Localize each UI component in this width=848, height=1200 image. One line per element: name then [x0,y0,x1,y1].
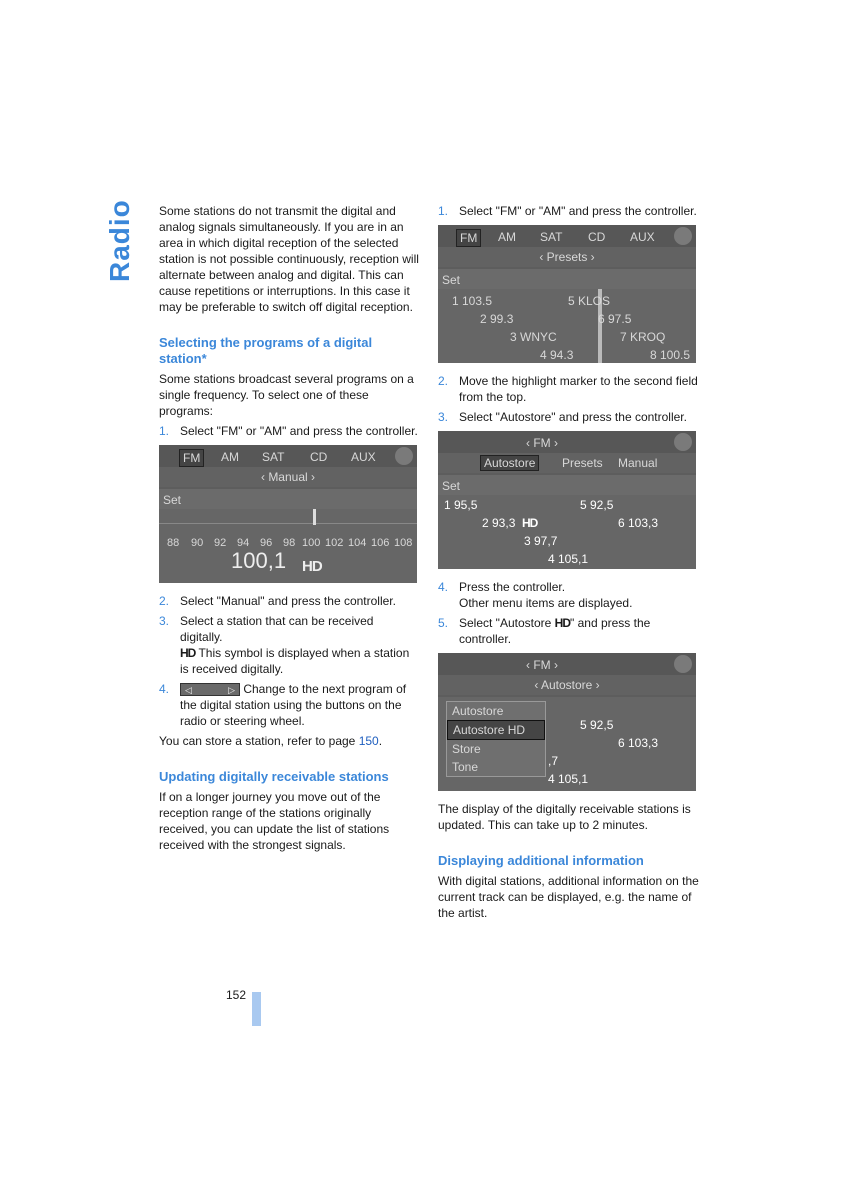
controller-icon [674,433,692,451]
step-note: This symbol is displayed when a station is received digitally. [180,646,410,676]
tab-am: AM [498,230,516,244]
page-marker [252,992,261,1026]
preset-station: 4 94.3 [540,348,574,362]
menu-item-autostore-hd: Autostore HD [447,720,545,740]
page-link[interactable]: 150 [358,734,379,748]
station-item: 6 103,3 [618,736,659,750]
left-step-2 [159,593,419,609]
step-number: 3. [438,410,449,424]
step-text: Select "FM" or "AM" and press the controller. [459,204,697,218]
tick-label: 106 [371,537,390,549]
left-step-4 [159,681,419,729]
screen-presets [438,225,696,363]
step-number: 4. [438,580,449,594]
left-step-1 [159,423,419,439]
programs-paragraph: Some stations broadcast several programs on a single frequency. To select one of these programs: [159,372,414,418]
tab-cd: CD [310,450,328,464]
heading-additional-info: Displaying additional information [438,853,644,868]
step-text: " and press the controller. [459,616,651,646]
screen-autostore-menu [438,653,696,791]
step-text: Select a station that can be received digitally. [180,614,374,644]
step-number: 2. [159,594,170,608]
station-item: 5 92,5 [580,718,614,732]
tuning-marker [313,509,316,525]
tick-label: 98 [283,537,296,549]
left-column [159,203,419,857]
set-label: Set [442,479,461,493]
station-item: ,7 [548,754,559,768]
tab-aux: AUX [351,450,376,464]
step-text: Select "Manual" and press the controller. [180,594,396,608]
mode-row: ‹ Autostore › [438,675,696,695]
right-column [438,203,700,925]
station-item: 2 93,3 [482,516,516,530]
heading-selecting-programs: Selecting the programs of a digital station* [159,335,373,366]
tick-label: 108 [394,537,413,549]
preset-station: 2 99.3 [480,312,514,326]
set-label: Set [163,493,182,507]
top-row [438,653,696,675]
station-item: 4 105,1 [548,772,589,786]
additional-info-paragraph: With digital stations, additional information on the current track can be displayed, e.g. the name of the artist. [438,874,699,920]
tick-label: 90 [191,537,204,549]
store-reference [159,733,419,749]
section-title: Radio [104,199,135,282]
page-number: 152 [226,988,247,1002]
menu-item-tone: Tone [452,760,479,774]
menu-item-autostore: Autostore [452,704,504,718]
top-row [438,431,696,453]
tab-cd: CD [588,230,606,244]
step-number: 3. [159,614,170,628]
tab-fm: FM [179,449,204,467]
station-item: 1 95,5 [444,498,478,512]
station-item: 3 97,7 [524,534,558,548]
updated-paragraph: The display of the digitally receivable stations is updated. This can take up to 2 minutes. [438,802,691,832]
hd-radio-icon: HD [522,516,538,530]
section-tab [104,200,136,290]
option-presets: Presets [562,456,603,470]
right-step-5 [438,615,700,647]
tick-label: 100 [302,537,321,549]
controller-icon [395,447,413,465]
set-row [159,489,417,509]
step-text: Select "Autostore" and press the controller. [459,410,687,424]
preset-station: 1 103.5 [452,294,493,308]
station-item: 4 105,1 [548,552,589,566]
right-step-3 [438,409,700,425]
preset-station: 8 100.5 [650,348,691,362]
set-label: Set [442,273,461,287]
step-number: 2. [438,374,449,388]
tab-am: AM [221,450,239,464]
updating-paragraph: If on a longer journey you move out of the reception range of the stations originally received, you can update the list of stations received with the strongest signals. [159,790,390,852]
preset-station: 7 KROQ [620,330,666,344]
tab-sat: SAT [540,230,563,244]
mode-row: ‹ Presets › [438,247,696,267]
source-tab-bar [159,445,417,467]
option-autostore: Autostore [480,455,539,471]
station-item: 5 92,5 [580,498,614,512]
preset-station: 3 WNYC [510,330,557,344]
intro-paragraph: Some stations do not transmit the digital and analog signals simultaneously. If you are in an area in which digital reception of the selected station is not possible continuously, reception will alternate between analog and digital. This can cause repetitions or interruptions. In this case it may be preferable to switch off digital reception. [159,204,419,314]
step-number: 5. [438,616,449,630]
screen-autostore [438,431,696,569]
store-text: You can store a station, refer to page [159,734,359,748]
store-end: . [378,734,383,748]
options-row [438,453,696,473]
station-item: 6 103,3 [618,516,659,530]
tick-label: 88 [167,537,180,549]
step-text: Select "FM" or "AM" and press the controller. [180,424,418,438]
step-number: 1. [438,204,449,218]
heading-updating-stations: Updating digitally receivable stations [159,769,389,784]
source-label: ‹ FM › [526,658,558,672]
preset-station: 5 KLOS [568,294,611,308]
tab-sat: SAT [262,450,285,464]
controller-icon [674,655,692,673]
right-step-2 [438,373,700,405]
mode-row: ‹ Manual › [159,467,417,487]
tab-aux: AUX [630,230,655,244]
tick-label: 92 [214,537,227,549]
source-tab-bar [438,225,696,247]
step-text: Select "Autostore [459,616,555,630]
step-text: Press the controller. [459,580,566,594]
source-label: ‹ FM › [526,436,558,450]
frequency-readout: 100,1 [231,548,287,573]
hd-radio-icon: HD [302,558,322,575]
seek-buttons-icon: ◁ ▷ [180,683,240,696]
screen-manual [159,445,417,583]
hd-symbol-icon: HD [554,616,570,630]
preset-station: 6 97.5 [598,312,632,326]
tick-label: 104 [348,537,367,549]
controller-icon [674,227,692,245]
set-row [438,269,696,289]
popup-menu [446,701,546,777]
station-list [438,495,696,569]
tick-label: 102 [325,537,344,549]
preset-list [438,289,696,363]
step-note: Other menu items are displayed. [459,596,633,610]
set-row [438,475,696,495]
left-step-3 [159,613,419,677]
hd-symbol-icon: HD [180,646,196,660]
menu-item-store: Store [452,742,481,756]
right-step-4 [438,579,700,611]
tab-fm: FM [456,229,481,247]
tick-label: 94 [237,537,250,549]
tick-label: 96 [260,537,273,549]
step-text: Move the highlight marker to the second field from the top. [459,374,698,404]
right-step-1 [438,203,700,219]
option-manual: Manual [618,456,658,470]
step-number: 4. [159,682,170,696]
step-text: Change to the next program of the digital station using the buttons on the radio or steering wheel. [180,682,407,728]
step-number: 1. [159,424,170,438]
frequency-scale [159,509,417,583]
